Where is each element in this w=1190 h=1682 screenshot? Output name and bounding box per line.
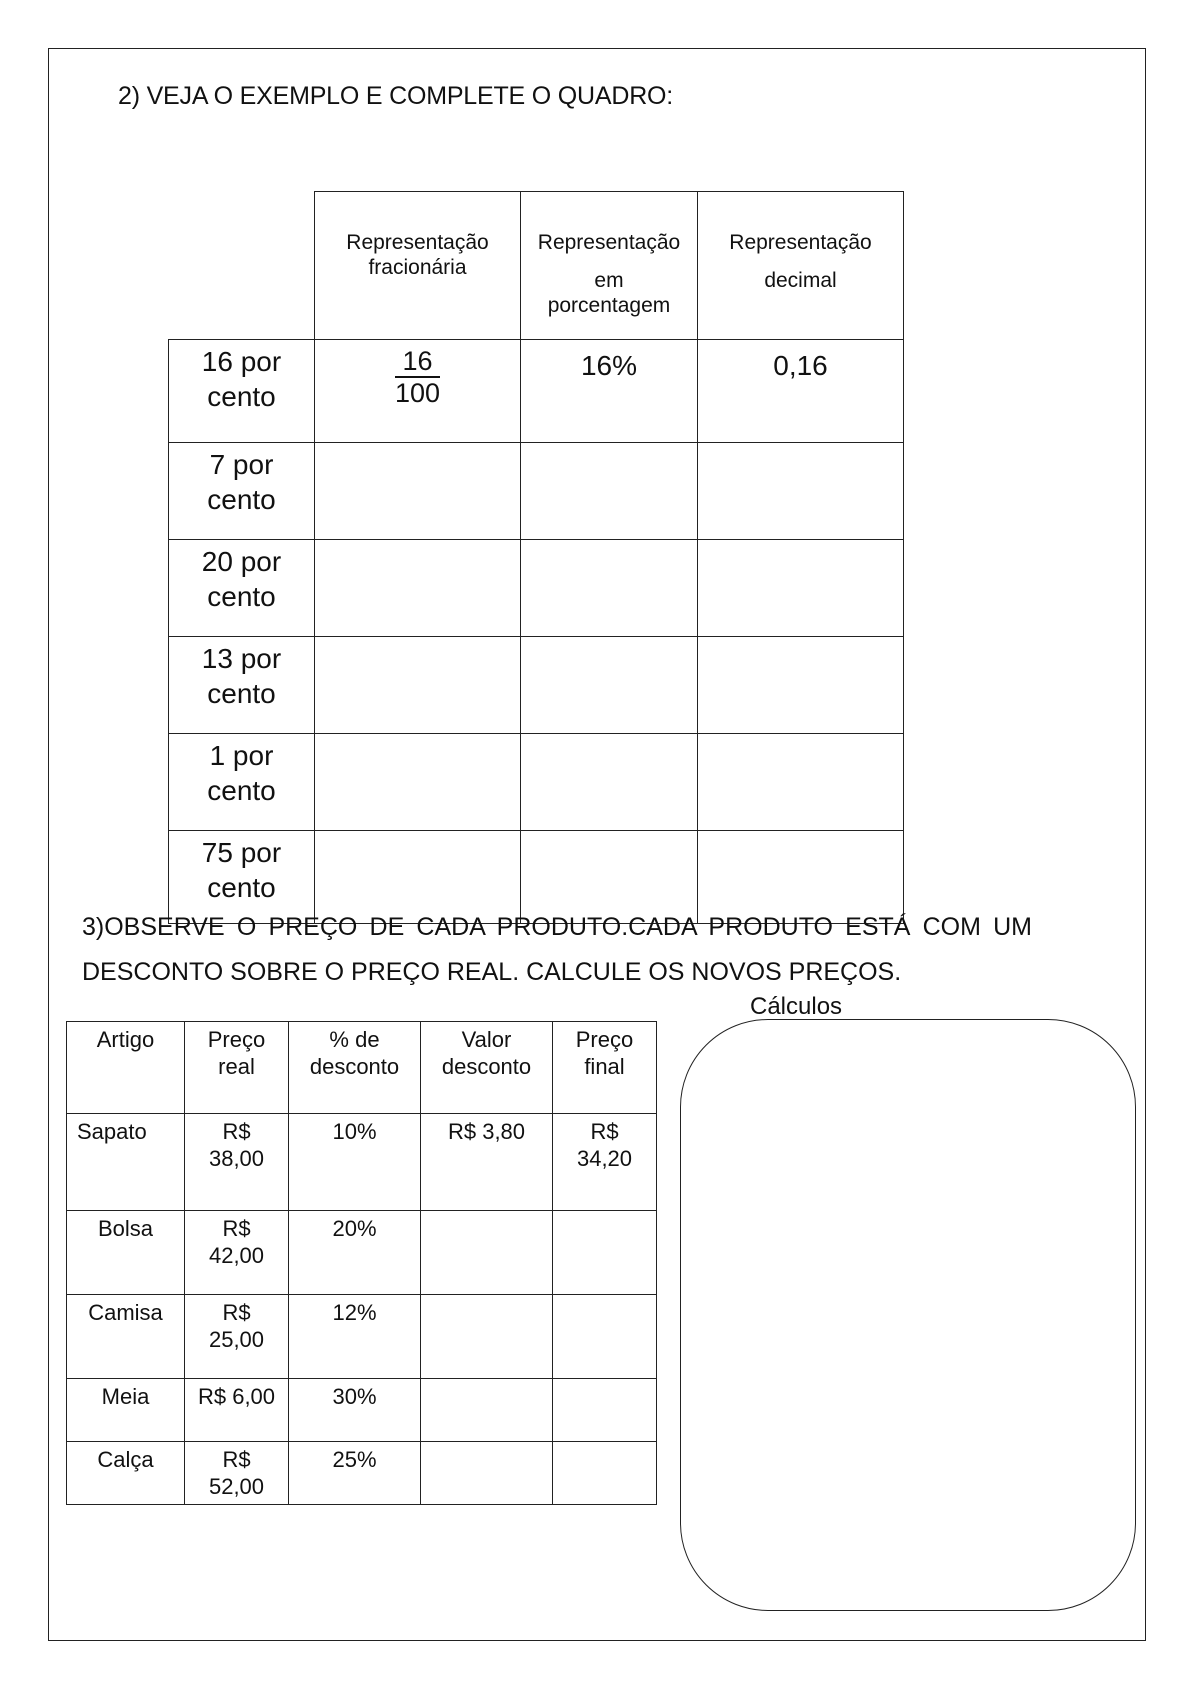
preco-final-cell[interactable] [553, 1442, 657, 1505]
artigo-cell: Camisa [67, 1295, 185, 1379]
table-row [169, 540, 904, 637]
preco-final-cell[interactable] [553, 1295, 657, 1379]
fraction-cell[interactable] [315, 540, 521, 637]
header-preco-real: Preço real [185, 1022, 289, 1114]
calc-label: Cálculos [750, 993, 843, 1020]
table-row [67, 1211, 657, 1295]
desconto-cell: 30% [289, 1379, 421, 1442]
row-label: 16 por cento [169, 340, 315, 443]
discount-table [66, 1021, 657, 1505]
valor-desconto-cell[interactable] [421, 1379, 553, 1442]
preco-real-cell: R$ 6,00 [185, 1379, 289, 1442]
valor-desconto-cell: R$ 3,80 [421, 1114, 553, 1211]
decimal-cell[interactable] [698, 637, 904, 734]
row-label: 1 por cento [169, 734, 315, 831]
preco-final-cell[interactable] [553, 1379, 657, 1442]
fraction-example: $\frac{16}{100}$ [394, 346, 441, 408]
fraction-cell[interactable] [315, 734, 521, 831]
desconto-cell: 25% [289, 1442, 421, 1505]
table-row [67, 1114, 657, 1211]
header-artigo: Artigo [67, 1022, 185, 1114]
fraction-cell [315, 340, 521, 443]
desconto-cell: 20% [289, 1211, 421, 1295]
percent-table-header-row [169, 192, 904, 340]
table-row [169, 443, 904, 540]
percent-cell[interactable] [521, 734, 698, 831]
header-valor-desconto: Valor desconto [421, 1022, 553, 1114]
table-row [67, 1295, 657, 1379]
percent-cell: 16% [521, 340, 698, 443]
artigo-cell: Sapato [67, 1114, 185, 1211]
header-fraction: Representação fracionária [315, 192, 521, 340]
table-row [169, 734, 904, 831]
fraction-cell[interactable] [315, 637, 521, 734]
header-percent-desconto: % de desconto [289, 1022, 421, 1114]
question-3-text: 3)OBSERVE O PREÇO DE CADA PRODUTO.CADA PRODUTO ESTÁ COM UM DESCONTO SOBRE O PREÇO REAL. CALCULE OS NOVOS PREÇOS. [82, 913, 1032, 986]
preco-final-cell[interactable] [553, 1211, 657, 1295]
row-label: 20 por cento [169, 540, 315, 637]
row-label: 75 por cento [169, 831, 315, 924]
question-2-title: 2) VEJA O EXEMPLO E COMPLETE O QUADRO: [118, 82, 674, 110]
table-row [169, 637, 904, 734]
fraction-cell[interactable] [315, 443, 521, 540]
table-row [67, 1442, 657, 1505]
preco-real-cell: R$ 25,00 [185, 1295, 289, 1379]
preco-real-cell: R$ 38,00 [185, 1114, 289, 1211]
decimal-cell[interactable] [698, 734, 904, 831]
desconto-cell: 12% [289, 1295, 421, 1379]
percent-cell[interactable] [521, 540, 698, 637]
preco-real-cell: R$ 42,00 [185, 1211, 289, 1295]
decimal-cell[interactable] [698, 443, 904, 540]
header-decimal: Representação decimal [698, 192, 904, 340]
table-row [169, 340, 904, 443]
decimal-cell[interactable] [698, 540, 904, 637]
valor-desconto-cell[interactable] [421, 1295, 553, 1379]
artigo-cell: Meia [67, 1379, 185, 1442]
preco-real-cell: R$ 52,00 [185, 1442, 289, 1505]
valor-desconto-cell[interactable] [421, 1211, 553, 1295]
header-preco-final: Preço final [553, 1022, 657, 1114]
artigo-cell: Bolsa [67, 1211, 185, 1295]
artigo-cell: Calça [67, 1442, 185, 1505]
row-label: 13 por cento [169, 637, 315, 734]
valor-desconto-cell[interactable] [421, 1442, 553, 1505]
preco-final-cell: R$ 34,20 [553, 1114, 657, 1211]
desconto-cell: 10% [289, 1114, 421, 1211]
discount-table-header-row [67, 1022, 657, 1114]
percent-cell[interactable] [521, 443, 698, 540]
percent-table [168, 191, 904, 924]
header-percent: Representação em porcentagem [521, 192, 698, 340]
row-label: 7 por cento [169, 443, 315, 540]
percent-cell[interactable] [521, 637, 698, 734]
calc-area[interactable] [680, 1019, 1136, 1611]
table-row [67, 1379, 657, 1442]
decimal-cell: 0,16 [698, 340, 904, 443]
